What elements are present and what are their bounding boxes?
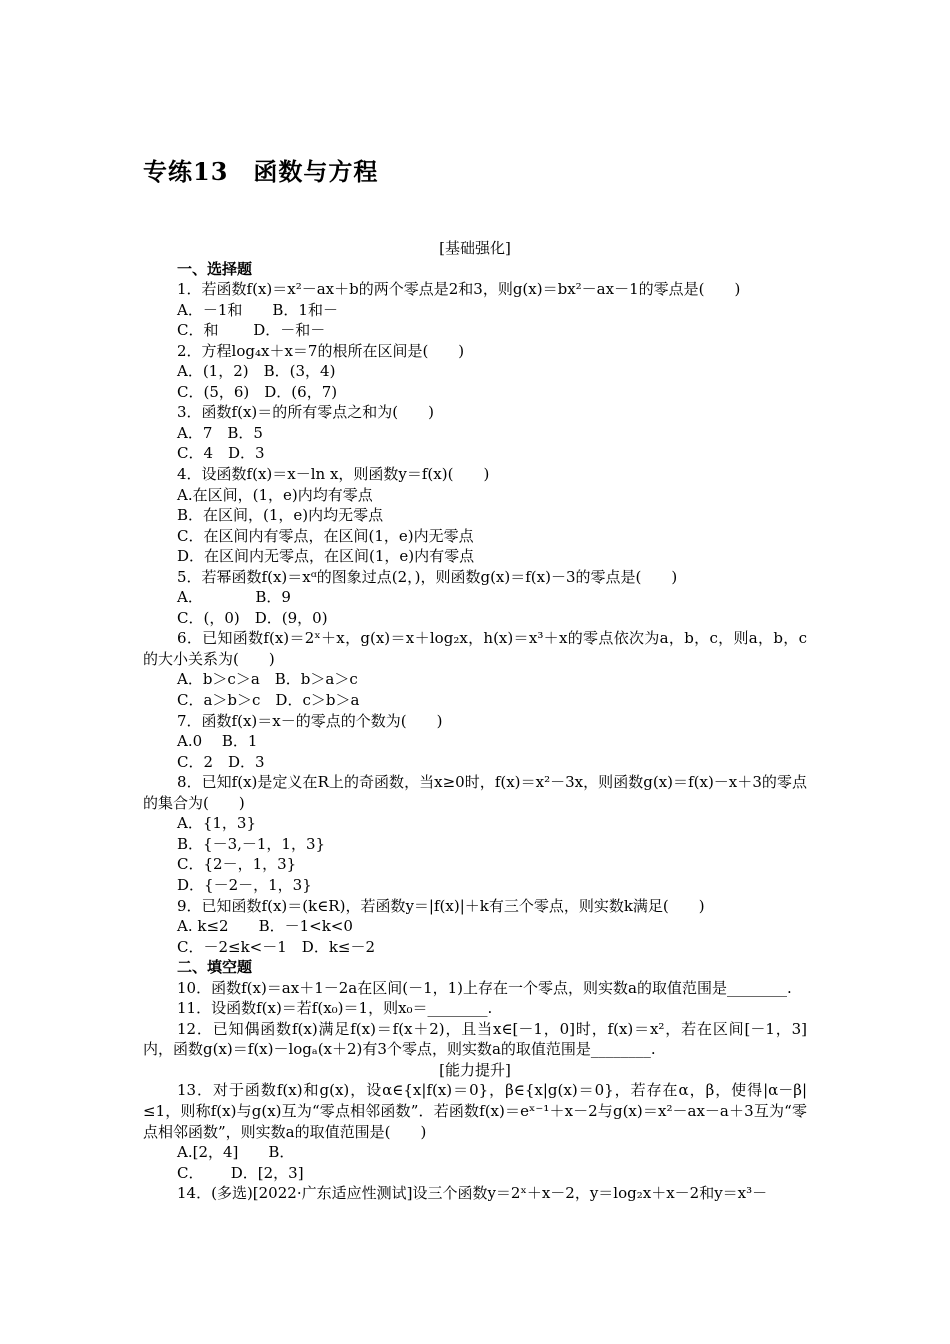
q4-option-a: A.在区间，(1，e)内均有零点 — [177, 485, 373, 504]
q4-option-c: C．在区间内有零点，在区间(1，e)内无零点 — [177, 526, 474, 545]
q6-options-cd: C．a＞b＞c D．c＞b＞a — [177, 691, 360, 710]
q9-options-cd: C．－2≤k<－1 D．k≤－2 — [177, 937, 376, 956]
basic-section-header: [基础强化] — [439, 239, 511, 257]
q5-options-cd: C．(，0) D．(9，0) — [177, 608, 328, 627]
q5-stem: 5．若幂函数f(x)＝xᵅ的图象过点(2，)，则函数g(x)＝f(x)－3的零点是( ) — [177, 567, 678, 586]
q13-options-cd: C． D．[2，3] — [177, 1163, 304, 1182]
q8-option-b: B．{－3,－1，1，3} — [177, 834, 326, 853]
q2-stem: 2．方程log₄x＋x＝7的根所在区间是( ) — [177, 341, 465, 360]
q1-options-ab: A．－1和 B．1和－ — [177, 300, 338, 319]
q14-stem: 14．(多选)[2022·广东适应性测试]设三个函数y＝2ˣ＋x－2，y＝log₂x＋x－2和y＝x³－ — [177, 1184, 768, 1203]
q9-stem: 9．已知函数f(x)＝(k∈R)，若函数y＝|f(x)|＋k有三个零点，则实数k满足( ) — [177, 896, 705, 915]
q6-stem: 6．已知函数f(x)＝2ˣ＋x，g(x)＝x＋log₂x，h(x)＝x³＋x的零点依次为a，b，c，则a，b，c的大小关系为( ) — [143, 629, 807, 668]
section-choice-heading: 一、选择题 — [177, 259, 253, 278]
q1-stem: 1．若函数f(x)＝x²－ax＋b的两个零点是2和3，则g(x)＝bx²－ax－1的零点是( ) — [177, 280, 741, 299]
q5-options-ab: A． B．9 — [177, 588, 291, 607]
ability-section-header: [能力提升] — [439, 1060, 511, 1079]
section-fill-heading: 二、填空题 — [177, 958, 253, 977]
q3-stem: 3．函数f(x)＝的所有零点之和为( ) — [177, 403, 434, 422]
q1-options-cd: C．和 D．－和－ — [177, 321, 326, 340]
q13-options-ab: A.[2，4] B． — [177, 1143, 295, 1162]
q3-options-cd: C．4 D．3 — [177, 444, 265, 463]
q4-option-d: D．在区间内无零点，在区间(1，e)内有零点 — [177, 547, 475, 566]
exercise-content — [143, 238, 807, 1204]
q2-options-ab: A．(1，2) B．(3，4) — [177, 362, 336, 381]
q8-stem: 8．已知f(x)是定义在R上的奇函数，当x≥0时，f(x)＝x²－3x，则函数g(x)＝f(x)－x＋3的零点的集合为( ) — [143, 773, 807, 812]
q4-option-b: B．在区间，(1，e)内均无零点 — [177, 506, 384, 525]
page-title: 专练13 函数与方程 — [143, 157, 379, 186]
q7-options-cd: C．2 D．3 — [177, 752, 265, 771]
q2-options-cd: C．(5，6) D．(6，7) — [177, 382, 338, 401]
q8-option-a: A．{1，3} — [177, 814, 257, 833]
q8-option-d: D．{－2－，1，3} — [177, 875, 312, 894]
q9-options-ab: A. k≤2 B．－1<k<0 — [177, 917, 353, 936]
q11-text: 11．设函数f(x)＝若f(x₀)＝1，则x₀＝________. — [177, 999, 493, 1018]
q7-stem: 7．函数f(x)＝x－的零点的个数为( ) — [177, 711, 443, 730]
q8-option-c: C．{2－，1，3} — [177, 855, 297, 874]
q13-stem: 13．对于函数f(x)和g(x)，设α∈{x|f(x)＝0}，β∈{x|g(x)＝0}，若存在α，β，使得|α－β|≤1，则称f(x)与g(x)互为“零点相邻函数”．若函数f(x)＝eˣ⁻¹＋x－2与g(x)＝x²－ax－a＋3互为“零点相邻函数”，则实数a的取值范围是( ) — [143, 1081, 807, 1141]
q7-options-ab: A.0 B．1 — [177, 732, 258, 751]
q4-stem: 4．设函数f(x)＝x－ln x，则函数y＝f(x)( ) — [177, 465, 490, 484]
q3-options-ab: A．7 B．5 — [177, 423, 263, 442]
q12-text: 12．已知偶函数f(x)满足f(x)＝f(x＋2)，且当x∈[－1，0]时，f(x)＝x²，若在区间[－1，3]内，函数g(x)＝f(x)－logₐ(x＋2)有3个零点，则实数a的取值范围是________. — [143, 1019, 807, 1059]
q10-text: 10．函数f(x)＝ax＋1－2a在区间(－1，1)上存在一个零点，则实数a的取值范围是________. — [177, 978, 792, 997]
q6-options-ab: A．b＞c＞a B．b＞a＞c — [177, 670, 358, 689]
